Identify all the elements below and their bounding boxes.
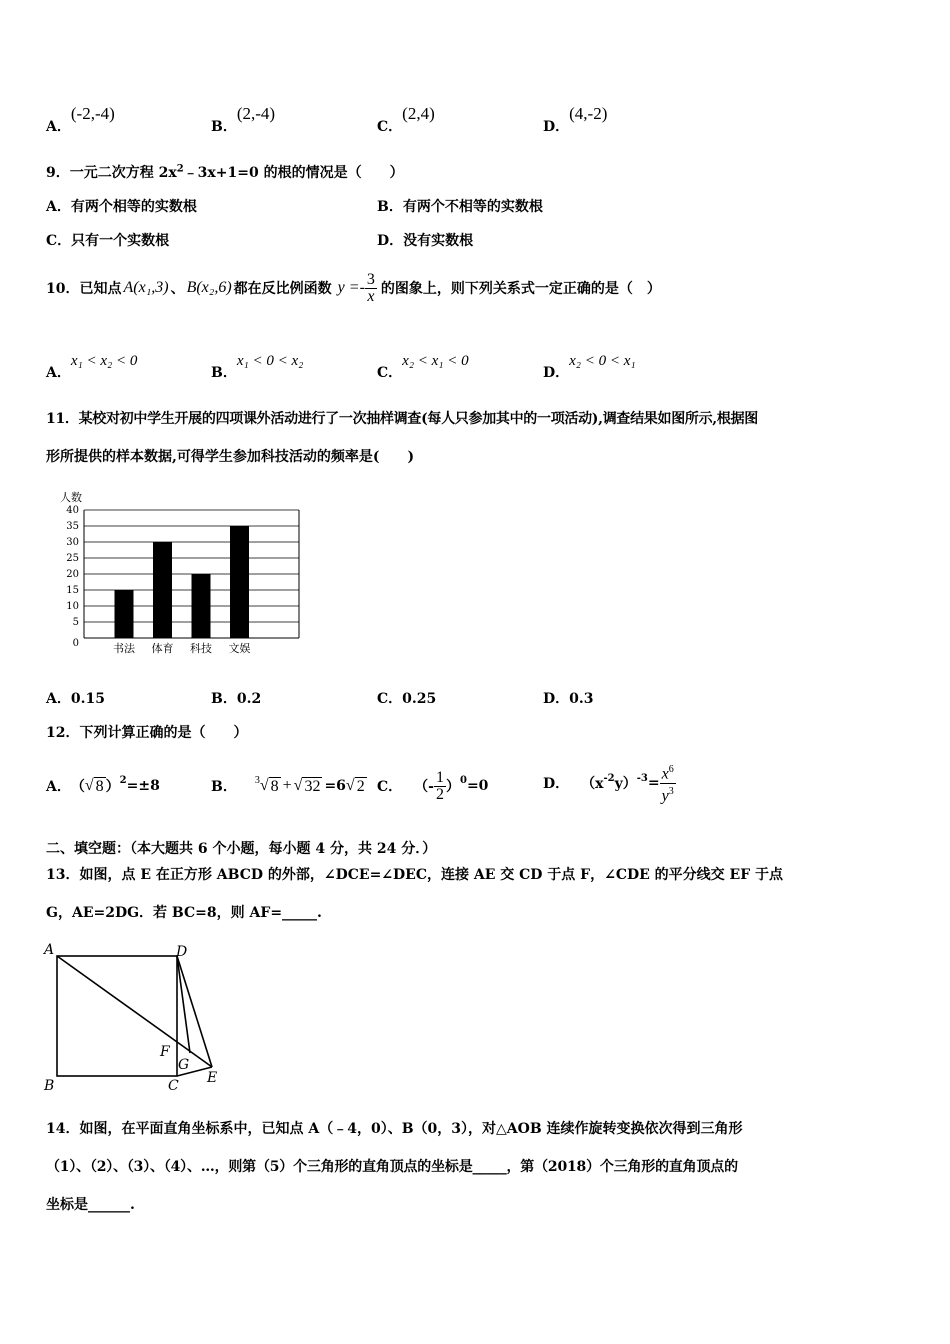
option-label: A． [46,365,71,381]
fraction-num [660,762,676,783]
den-base: y [661,786,669,804]
x-tick-label: 科技 [190,642,212,655]
q10-point-a: A(x₁,3) [123,279,169,296]
num-exp: 6 [668,764,674,776]
q13-geometry-figure [40,938,230,1098]
fraction-den [660,784,676,804]
option-text: 只有一个实数根 [71,233,170,249]
sqrt-radicand: 8 [95,777,104,795]
q11-stem-line2: 形所提供的样本数据,可得学生参加科技活动的频率是( ) [46,449,415,465]
option-label: B． [377,199,403,215]
y-tick-label: 35 [66,521,79,532]
q11-option-d [543,688,594,708]
fraction [660,762,676,804]
q9-stem-sup: 2 [176,163,184,175]
paren-open-x: （x [581,776,604,792]
paren-open: （- [414,779,434,795]
bar-书法 [115,590,134,638]
q10-sep: 、 [170,281,185,297]
segment-ae [57,956,212,1067]
bar-体育 [153,542,172,638]
y-axis-label: 人数 [60,491,82,504]
q9-option-b [377,196,543,216]
q8-option-b [211,104,276,135]
q13-stem-line2: G，AE=2DG．若 BC=8，则 AF=_____. [46,905,322,921]
y-tick-label: 25 [66,553,79,564]
point-label-d: D [176,944,188,960]
option-label: A． [46,779,71,795]
q11-option-c [377,688,436,708]
exponent-outer: -3 [636,772,648,784]
q10-func-fraction [365,272,377,305]
y-tick-label: 10 [66,601,79,612]
option-label: C． [377,365,403,381]
y-tick-label: 40 [66,505,79,516]
option-text: 0.2 [236,691,262,707]
option-text: 0.3 [569,691,594,707]
option-label: A． [46,691,71,707]
point-label-b: B [44,1078,55,1094]
option-math: (2,-4) [236,104,276,123]
q8-option-a [46,104,115,135]
option-text: 0.25 [402,691,437,707]
q10-option-b [211,350,304,381]
y-tick-label: 15 [66,585,79,596]
option-text: 有两个不相等的实数根 [402,199,543,215]
paren-open: （ [70,779,85,795]
sqrt-symbol: √ [84,777,94,794]
q14-stem-line3: 坐标是______. [46,1197,135,1213]
point-label-g: G [178,1057,190,1073]
paren-close: ） [445,779,460,795]
option-text: 有两个相等的实数根 [70,199,197,215]
q11-option-b [211,688,261,708]
x-tick-label: 书法 [113,642,135,655]
option-math: x₂ < x₁ < 0 [402,353,469,369]
point-label-a: A [44,942,55,958]
fraction-num: 1 [435,768,444,786]
y-tick-label: 30 [66,537,79,548]
paren-close-y: y） [614,776,637,792]
sqrt-radicand: 2 [356,777,365,795]
option-label: A． [46,199,71,215]
option-math: x₁ < x₂ < 0 [70,353,138,369]
q14-stem-line1: 14．如图，在平面直角坐标系中，已知点 A（﹣4，0）、B（0，3），对△AOB 连续作旋转变换依次得到三角形 [46,1121,743,1137]
q8-option-c [377,104,435,135]
option-label: C． [377,691,403,707]
sqrt-symbol: √ [293,777,303,794]
equals: = [647,775,660,791]
q10-stem-a: 10．已知点 [46,281,122,297]
y-tick-label: 5 [72,617,79,628]
option-math: (2,4) [402,104,435,123]
bar-科技 [192,574,211,638]
q10-func-num: 3 [366,270,375,288]
q10-func-lhs: y =- [337,279,365,296]
q12-option-a [46,776,160,796]
option-math: x₁ < 0 < x₂ [236,353,304,369]
option-label: A． [46,119,71,135]
sqrt-symbol: √ [259,777,269,794]
q10-stem [46,268,661,308]
option-label: D． [543,776,570,792]
point-label-f: F [160,1044,170,1060]
q14-stem-line2: （1）、（2）、（3）、（4）、…，则第（5）个三角形的直角顶点的坐标是_____，第（2018）个三角形的直角顶点的 [46,1159,738,1175]
segment-dg [177,956,190,1053]
q9-stem-suffix: ﹣3x+1=0 的根的情况是（ ） [183,165,404,181]
point-label-c: C [168,1078,179,1094]
option-text: 0.15 [70,691,105,707]
q12-option-d [543,758,676,808]
q11-option-a [46,688,105,708]
option-math: (4,-2) [569,104,608,123]
q12-option-c [377,766,488,806]
square-abcd [57,956,177,1076]
option-label: D． [543,365,570,381]
q9-option-a [46,196,197,216]
option-label: C． [377,119,403,135]
option-label: C． [46,233,72,249]
cube-root-index: 3 [254,774,260,786]
q10-stem-b: 都在反比例函数 [233,281,332,297]
q10-func-den: x [367,287,375,305]
plus-sign: + [282,777,292,794]
segment-de [177,956,212,1067]
result: =0 [466,778,489,794]
section-heading: 二、填空题：（本大题共 6 个小题，每小题 4 分，共 24 分．） [46,841,437,857]
den-exp: 3 [668,785,674,797]
result: =6 [324,778,346,794]
option-math: x₂ < 0 < x₁ [569,353,636,369]
option-text: 没有实数根 [403,233,474,249]
q13-stem-line1: 13．如图，点 E 在正方形 ABCD 的外部，∠DCE=∠DEC，连接 AE 交 CD 于点 F，∠CDE 的平分线交 EF 于点 [46,867,784,883]
result: =±8 [126,778,160,794]
q12-stem: 12．下列计算正确的是（ ） [46,725,248,741]
q12-option-b [211,776,367,796]
option-label: B． [211,691,237,707]
q9-stem [46,162,404,182]
fraction [434,770,446,803]
q10-option-c [377,350,469,381]
sqrt-symbol: √ [345,777,355,794]
q10-point-b: B(x₂,6) [186,279,232,296]
q11-bar-chart [44,486,314,664]
exponent: 2 [119,774,127,786]
y-tick-label: 0 [72,638,79,649]
paren-close: ） [105,779,120,795]
exponent: 0 [459,774,467,786]
q8-option-d [543,104,608,135]
fraction-den: 2 [435,785,444,803]
num-base: x [661,765,669,783]
x-tick-label: 体育 [151,642,174,655]
sqrt-radicand: 32 [304,777,321,795]
q10-option-d [543,350,636,381]
exponent-inner: -2 [603,772,615,784]
option-label: B． [211,119,237,135]
q10-stem-c: 的图象上，则下列关系式一定正确的是（ ） [380,281,661,297]
q11-stem-line1: 11．某校对初中学生开展的四项课外活动进行了一次抽样调查(每人只参加其中的一项活动),调查结果如图所示,根据图 [46,411,758,427]
q9-option-c [46,230,169,250]
y-tick-label: 20 [66,569,79,580]
bar-文娱 [230,526,249,638]
q9-stem-prefix: 9．一元二次方程 2x [46,165,177,181]
x-tick-label: 文娱 [228,642,251,655]
option-label: B． [211,365,237,381]
point-label-e: E [207,1070,218,1086]
option-label: D． [543,119,570,135]
q10-option-a [46,350,138,381]
option-label: D． [543,691,570,707]
option-math: (-2,-4) [70,104,115,123]
q9-option-d [377,230,473,250]
option-label: B． [211,779,237,795]
sqrt-radicand: 8 [270,777,279,795]
option-label: C． [377,779,403,795]
option-label: D． [377,233,404,249]
